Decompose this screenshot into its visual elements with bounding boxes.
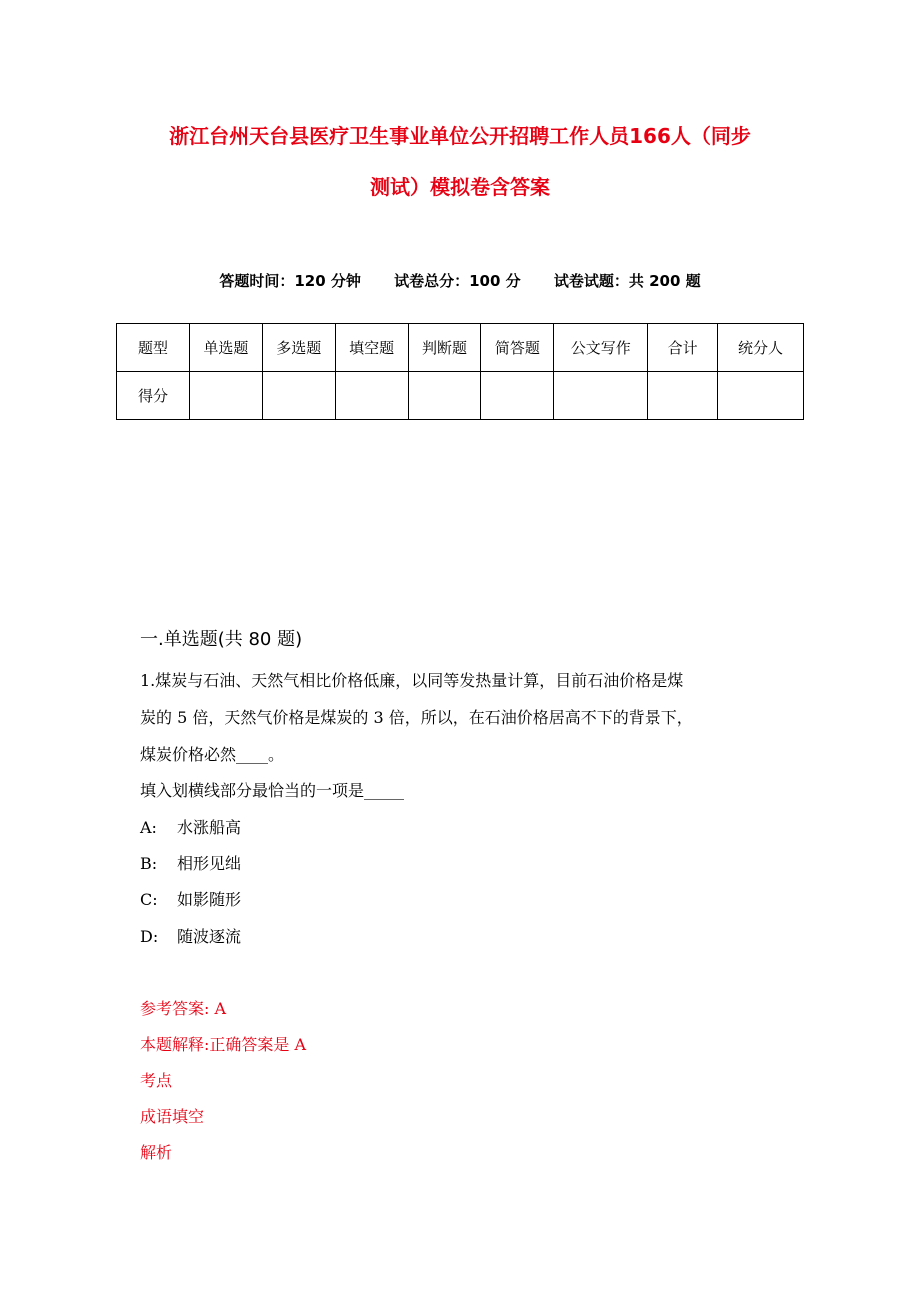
option-d — [140, 924, 241, 947]
document-title-line-1: 浙江台州天台县医疗卫生事业单位公开招聘工作人员166人（同步 — [169, 124, 751, 148]
score-cell — [554, 372, 648, 420]
document-title-line-2: 测试）模拟卷含答案 — [370, 175, 550, 199]
section-title: 一.单选题(共 80 题) — [140, 629, 303, 650]
question-text-line: 煤炭价格必然____。 — [140, 745, 285, 764]
option-a — [140, 815, 241, 838]
jiexi-label: 解析 — [140, 1143, 173, 1162]
reference-answer: 参考答案: A — [140, 999, 227, 1018]
score-cell — [481, 372, 554, 420]
header-cell: 填空题 — [335, 324, 408, 372]
option-b — [140, 851, 241, 874]
score-cell — [189, 372, 262, 420]
option-text: 如影随形 — [177, 890, 242, 909]
exam-question-count: 试卷试题：共 200 题 — [553, 272, 701, 290]
exam-total-score: 试卷总分：100 分 — [394, 272, 521, 290]
option-text: 相形见绌 — [177, 854, 242, 873]
option-c — [140, 887, 241, 910]
header-cell: 统分人 — [718, 324, 804, 372]
option-text: 水涨船高 — [177, 818, 242, 837]
score-table-score-row — [117, 372, 804, 420]
answer-explanation: 本题解释:正确答案是 A — [140, 1035, 307, 1054]
question-text-line: 1.煤炭与石油、天然气相比价格低廉，以同等发热量计算，目前石油价格是煤 — [140, 671, 684, 690]
header-cell: 合计 — [648, 324, 718, 372]
score-cell — [262, 372, 335, 420]
score-cell — [718, 372, 804, 420]
kaodian-label: 考点 — [140, 1071, 173, 1090]
header-cell: 单选题 — [189, 324, 262, 372]
header-cell: 多选题 — [262, 324, 335, 372]
score-cell — [648, 372, 718, 420]
option-key: A: — [140, 818, 157, 837]
option-key: B: — [140, 854, 158, 873]
score-table — [116, 323, 804, 420]
topic-label: 成语填空 — [140, 1107, 205, 1126]
question-text-line: 炭的 5 倍，天然气价格是煤炭的 3 倍，所以，在石油价格居高不下的背景下， — [140, 708, 693, 727]
header-cell: 题型 — [117, 324, 190, 372]
score-cell — [408, 372, 481, 420]
score-cell — [335, 372, 408, 420]
exam-time: 答题时间：120 分钟 — [219, 272, 361, 290]
option-key: D: — [140, 927, 159, 946]
score-row-label: 得分 — [117, 372, 190, 420]
header-cell: 判断题 — [408, 324, 481, 372]
header-cell: 简答题 — [481, 324, 554, 372]
header-cell: 公文写作 — [554, 324, 648, 372]
option-key: C: — [140, 890, 158, 909]
score-table-header-row — [117, 324, 804, 372]
exam-meta — [0, 270, 920, 291]
option-text: 随波逐流 — [177, 927, 242, 946]
question-prompt: 填入划横线部分最恰当的一项是_____ — [140, 781, 405, 800]
